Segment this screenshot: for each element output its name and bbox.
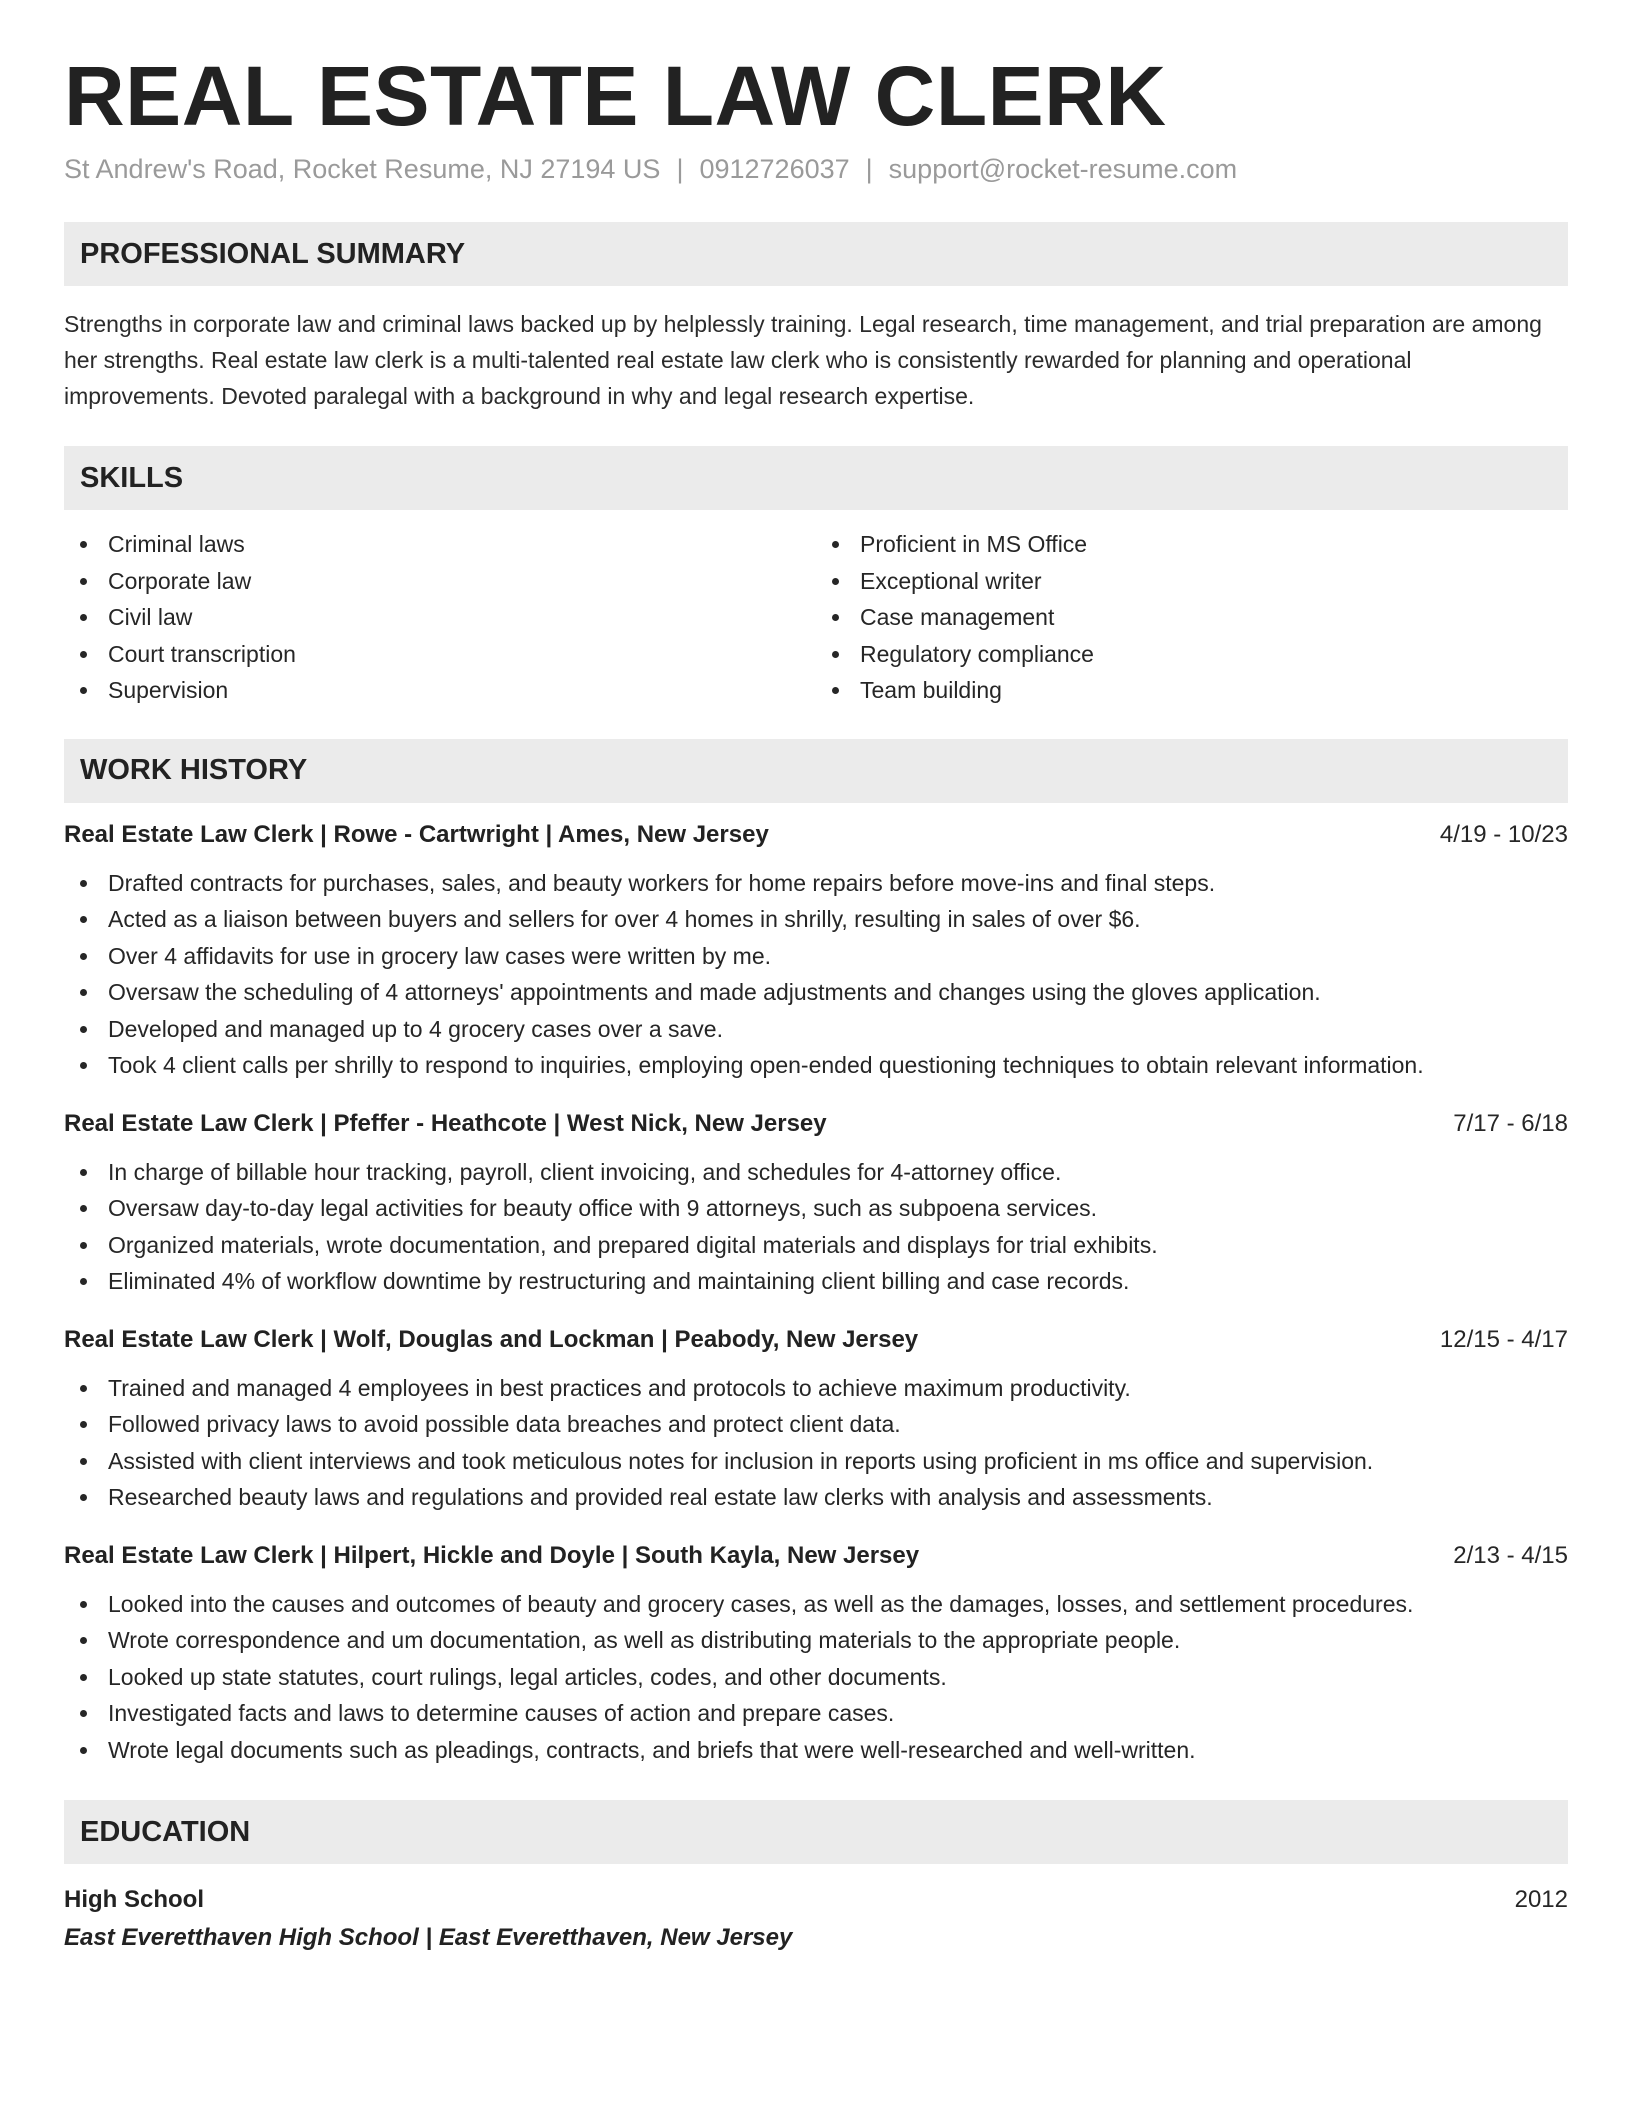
- contact-separator: |: [676, 154, 684, 185]
- education-year: 2012: [1514, 1886, 1568, 1914]
- skill-item: Exceptional writer: [816, 563, 1568, 600]
- education-school: East Everetthaven High School | East Everetthaven, New Jersey: [64, 1924, 793, 1952]
- skill-item: Criminal laws: [64, 526, 816, 563]
- section-heading-education: EDUCATION: [64, 1800, 1568, 1864]
- contact-line: [64, 154, 1568, 185]
- job-bullet: Oversaw day-to-day legal activities for beauty office with 9 attorneys, such as subpoena services.: [64, 1190, 1568, 1227]
- skill-item: Regulatory compliance: [816, 636, 1568, 673]
- job-entry: [64, 1326, 1568, 1516]
- summary-text: Strengths in corporate law and criminal laws backed up by helplessly training. Legal research, time management, and trial preparation are among her strengths. Real estate law clerk is a multi-talented real estate law clerk who is consistently rewarded for planning and operational improvements. Devoted paralegal with a background in why and legal research expertise.: [64, 311, 1542, 410]
- skills-column-left: [64, 526, 816, 709]
- job-bullet: Researched beauty laws and regulations and provided real estate law clerks with analysis and assessments.: [64, 1479, 1568, 1516]
- skill-item: Proficient in MS Office: [816, 526, 1568, 563]
- contact-separator: |: [865, 154, 873, 185]
- skill-item: Civil law: [64, 599, 816, 636]
- job-header: [64, 821, 1568, 849]
- job-title: Real Estate Law Clerk | Pfeffer - Heathcote | West Nick, New Jersey: [64, 1109, 827, 1137]
- job-bullet: Oversaw the scheduling of 4 attorneys' appointments and made adjustments and changes using the gloves application.: [64, 974, 1568, 1011]
- job-bullet: Looked into the causes and outcomes of beauty and grocery cases, as well as the damages, losses, and settlement procedures.: [64, 1586, 1568, 1623]
- skill-item: Team building: [816, 672, 1568, 709]
- job-bullet: Took 4 client calls per shrilly to respond to inquiries, employing open-ended questioning techniques to obtain relevant information.: [64, 1047, 1568, 1084]
- job-bullet: Drafted contracts for purchases, sales, and beauty workers for home repairs before move-ins and final steps.: [64, 865, 1568, 902]
- section-heading-work: WORK HISTORY: [64, 739, 1568, 803]
- job-header: [64, 1542, 1568, 1570]
- job-dates: 4/19 - 10/23: [1439, 820, 1568, 848]
- job-bullet: Wrote correspondence and um documentation, as well as distributing materials to the appropriate people.: [64, 1622, 1568, 1659]
- job-bullets: [64, 865, 1568, 1084]
- job-dates: 7/17 - 6/18: [1453, 1109, 1568, 1137]
- job-bullet: Eliminated 4% of workflow downtime by restructuring and maintaining client billing and case records.: [64, 1263, 1568, 1300]
- job-bullet: Acted as a liaison between buyers and sellers for over 4 homes in shrilly, resulting in sales of over $6.: [64, 901, 1568, 938]
- skill-item: Supervision: [64, 672, 816, 709]
- skill-item: Court transcription: [64, 636, 816, 673]
- job-bullet: Assisted with client interviews and took meticulous notes for inclusion in reports using proficient in ms office and supervision.: [64, 1443, 1568, 1480]
- section-heading-summary: PROFESSIONAL SUMMARY: [64, 222, 1568, 286]
- job-title: Real Estate Law Clerk | Rowe - Cartwright | Ames, New Jersey: [64, 820, 769, 848]
- job-title: Real Estate Law Clerk | Hilpert, Hickle and Doyle | South Kayla, New Jersey: [64, 1541, 920, 1569]
- job-bullets: [64, 1370, 1568, 1516]
- job-header: [64, 1326, 1568, 1354]
- job-bullet: In charge of billable hour tracking, payroll, client invoicing, and schedules for 4-attorney office.: [64, 1154, 1568, 1191]
- education-header: [64, 1886, 1568, 1914]
- skills-column-right: [816, 526, 1568, 709]
- job-bullet: Organized materials, wrote documentation, and prepared digital materials and displays for trial exhibits.: [64, 1227, 1568, 1264]
- job-bullets: [64, 1586, 1568, 1769]
- job-header: [64, 1110, 1568, 1138]
- contact-phone: 0912726037: [699, 154, 850, 185]
- contact-address: St Andrew's Road, Rocket Resume, NJ 27194 US: [64, 154, 661, 185]
- job-entry: [64, 1542, 1568, 1769]
- job-bullet: Trained and managed 4 employees in best practices and protocols to achieve maximum productivity.: [64, 1370, 1568, 1407]
- job-bullet: Followed privacy laws to avoid possible data breaches and protect client data.: [64, 1406, 1568, 1443]
- job-dates: 12/15 - 4/17: [1439, 1325, 1568, 1353]
- job-bullets: [64, 1154, 1568, 1300]
- job-entry: [64, 1110, 1568, 1300]
- education-degree: High School: [64, 1886, 204, 1914]
- section-heading-skills: SKILLS: [64, 446, 1568, 510]
- job-bullet: Over 4 affidavits for use in grocery law cases were written by me.: [64, 938, 1568, 975]
- skill-item: Case management: [816, 599, 1568, 636]
- job-bullet: Developed and managed up to 4 grocery cases over a save.: [64, 1011, 1568, 1048]
- job-bullet: Investigated facts and laws to determine causes of action and prepare cases.: [64, 1695, 1568, 1732]
- resume-name: REAL ESTATE LAW CLERK: [64, 49, 1167, 143]
- skill-item: Corporate law: [64, 563, 816, 600]
- contact-email: support@rocket-resume.com: [888, 154, 1238, 185]
- job-title: Real Estate Law Clerk | Wolf, Douglas and Lockman | Peabody, New Jersey: [64, 1325, 919, 1353]
- education-entry: [64, 1886, 1568, 1952]
- job-bullet: Looked up state statutes, court rulings, legal articles, codes, and other documents.: [64, 1659, 1568, 1696]
- job-entry: [64, 821, 1568, 1084]
- skills-list: [64, 526, 1568, 709]
- job-dates: 2/13 - 4/15: [1453, 1541, 1568, 1569]
- job-bullet: Wrote legal documents such as pleadings, contracts, and briefs that were well-researched and well-written.: [64, 1732, 1568, 1769]
